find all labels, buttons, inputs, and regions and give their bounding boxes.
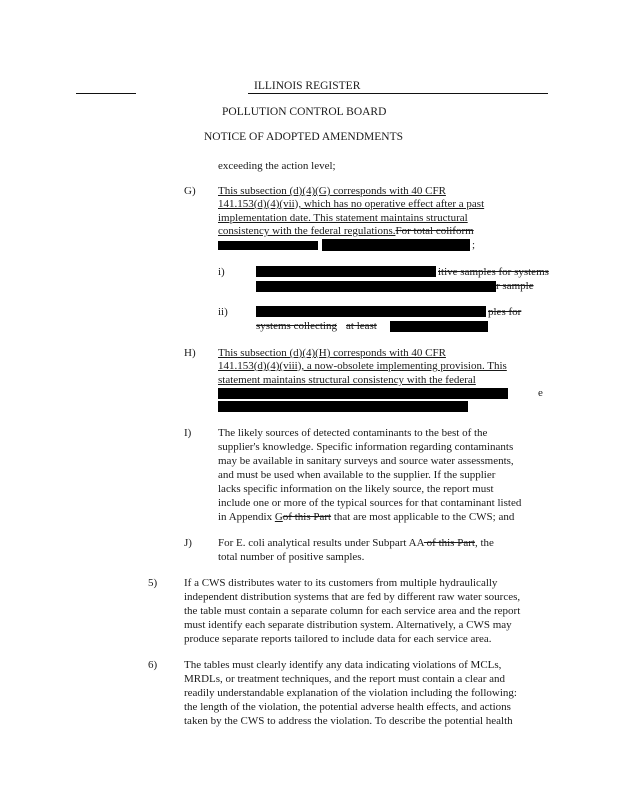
para-6-line: The tables must clearly identify any data indicating violations of MCLs, (184, 659, 502, 671)
para-5-line: If a CWS distributes water to its customers from multiple hydraulically (184, 577, 498, 589)
item-i-last-struck: of this Part (282, 511, 332, 523)
sub-ii-line-2-prefix: systems collecting (256, 320, 337, 332)
item-h-line-1: This subsection (d)(4)(H) corresponds with 40 CFR (218, 347, 446, 359)
item-i-last-underlined: G (274, 511, 283, 523)
item-i-line: include one or more of the typical sources for that contaminant listed (218, 497, 522, 509)
item-g-line-2: 141.153(d)(4)(vii), which has no operative effect after a past (218, 198, 485, 210)
redaction-g-2 (322, 239, 470, 251)
sub-i-line-1-tail: itive samples for systems (438, 266, 549, 278)
notice-title: NOTICE OF ADOPTED AMENDMENTS (204, 131, 404, 143)
para-6-line: readily understandable explanation of the violation including the following: (184, 687, 517, 699)
para-6-line: taken by the CWS to address the violation. To describe the potential health (184, 715, 513, 727)
item-h-line-4-tail: e (538, 387, 543, 399)
item-h-label: H) (184, 347, 196, 359)
sub-ii-line-1-tail: ples for (488, 306, 522, 318)
sub-ii-line-2-mid: at least (346, 320, 377, 332)
redaction-h-1 (218, 388, 508, 399)
para-5-line: must identify each separate distribution system. Alternatively, a CWS may (184, 619, 512, 631)
item-g-line-4-struck: For total coliform (395, 225, 474, 237)
item-i-line: and must be used when available to the supplier. If the supplier (218, 469, 496, 481)
item-i-line: The likely sources of detected contaminants to the best of the (218, 427, 488, 439)
item-g-line-5-tail: ; (472, 239, 476, 251)
sub-ii-label: ii) (218, 306, 228, 318)
para-6-line: the length of the violation, the potential adverse health effects, and actions (184, 701, 511, 713)
redaction-i-1 (256, 266, 436, 277)
sub-i-label: i) (218, 266, 225, 278)
item-g-label: G) (184, 185, 196, 197)
para-5-line: the table must contain a separate column for each service area and the report (184, 605, 521, 617)
item-g-line-4-added: consistency with the federal regulations. (218, 225, 396, 237)
redaction-ii-2 (390, 321, 488, 332)
item-i-label: I) (184, 427, 192, 439)
redaction-i-2 (256, 281, 496, 292)
item-j-line-1-suffix: , the (474, 537, 494, 549)
para-5-label: 5) (148, 577, 158, 589)
board-name: POLLUTION CONTROL BOARD (222, 106, 387, 118)
para-5-line: independent distribution systems that are fed by different raw water sources, (184, 591, 521, 603)
top-line: exceeding the action level; (218, 160, 336, 172)
item-j-line-1 (218, 537, 494, 549)
redaction-g-1 (218, 241, 318, 250)
para-5-line: produce separate reports tailored to include data for each service area. (184, 633, 492, 645)
register-title: ILLINOIS REGISTER (254, 80, 361, 92)
header-rule-right (248, 93, 548, 94)
item-g-line-3: implementation date. This statement maintains structural (218, 212, 468, 224)
item-j-line-2: total number of positive samples. (218, 551, 365, 563)
item-i-line: supplier's knowledge. Specific information regarding contaminants (218, 441, 514, 453)
redaction-h-2 (218, 401, 468, 412)
sub-i-line-2-tail: r sample (496, 280, 534, 292)
para-6-label: 6) (148, 659, 158, 671)
item-h-line-2: 141.153(d)(4)(viii), a now-obsolete implementing provision. This (218, 360, 507, 372)
redaction-ii-1 (256, 306, 486, 317)
item-j-label: J) (184, 537, 192, 549)
item-i-last-suffix: that are most applicable to the CWS; and (331, 511, 515, 523)
item-j-line-1-struck: of this Part (423, 537, 475, 549)
item-i-line: lacks specific information on the likely source, the report must (218, 483, 494, 495)
para-6-line: MRDLs, or treatment techniques, and the report must contain a clear and (184, 673, 506, 685)
item-i-line: may be available in sanitary surveys and source water assessments, (218, 455, 514, 467)
item-i-last-prefix: in Appendix (218, 511, 275, 523)
item-h-line-3: statement maintains structural consistency with the federal (218, 374, 476, 386)
item-j-line-1-prefix: For E. coli analytical results under Subpart AA (218, 537, 424, 549)
item-g-line-1: This subsection (d)(4)(G) corresponds with 40 CFR (218, 185, 446, 197)
header-rule-left (76, 93, 136, 94)
item-i-last-line (218, 511, 514, 523)
item-g-line-4 (218, 225, 474, 237)
